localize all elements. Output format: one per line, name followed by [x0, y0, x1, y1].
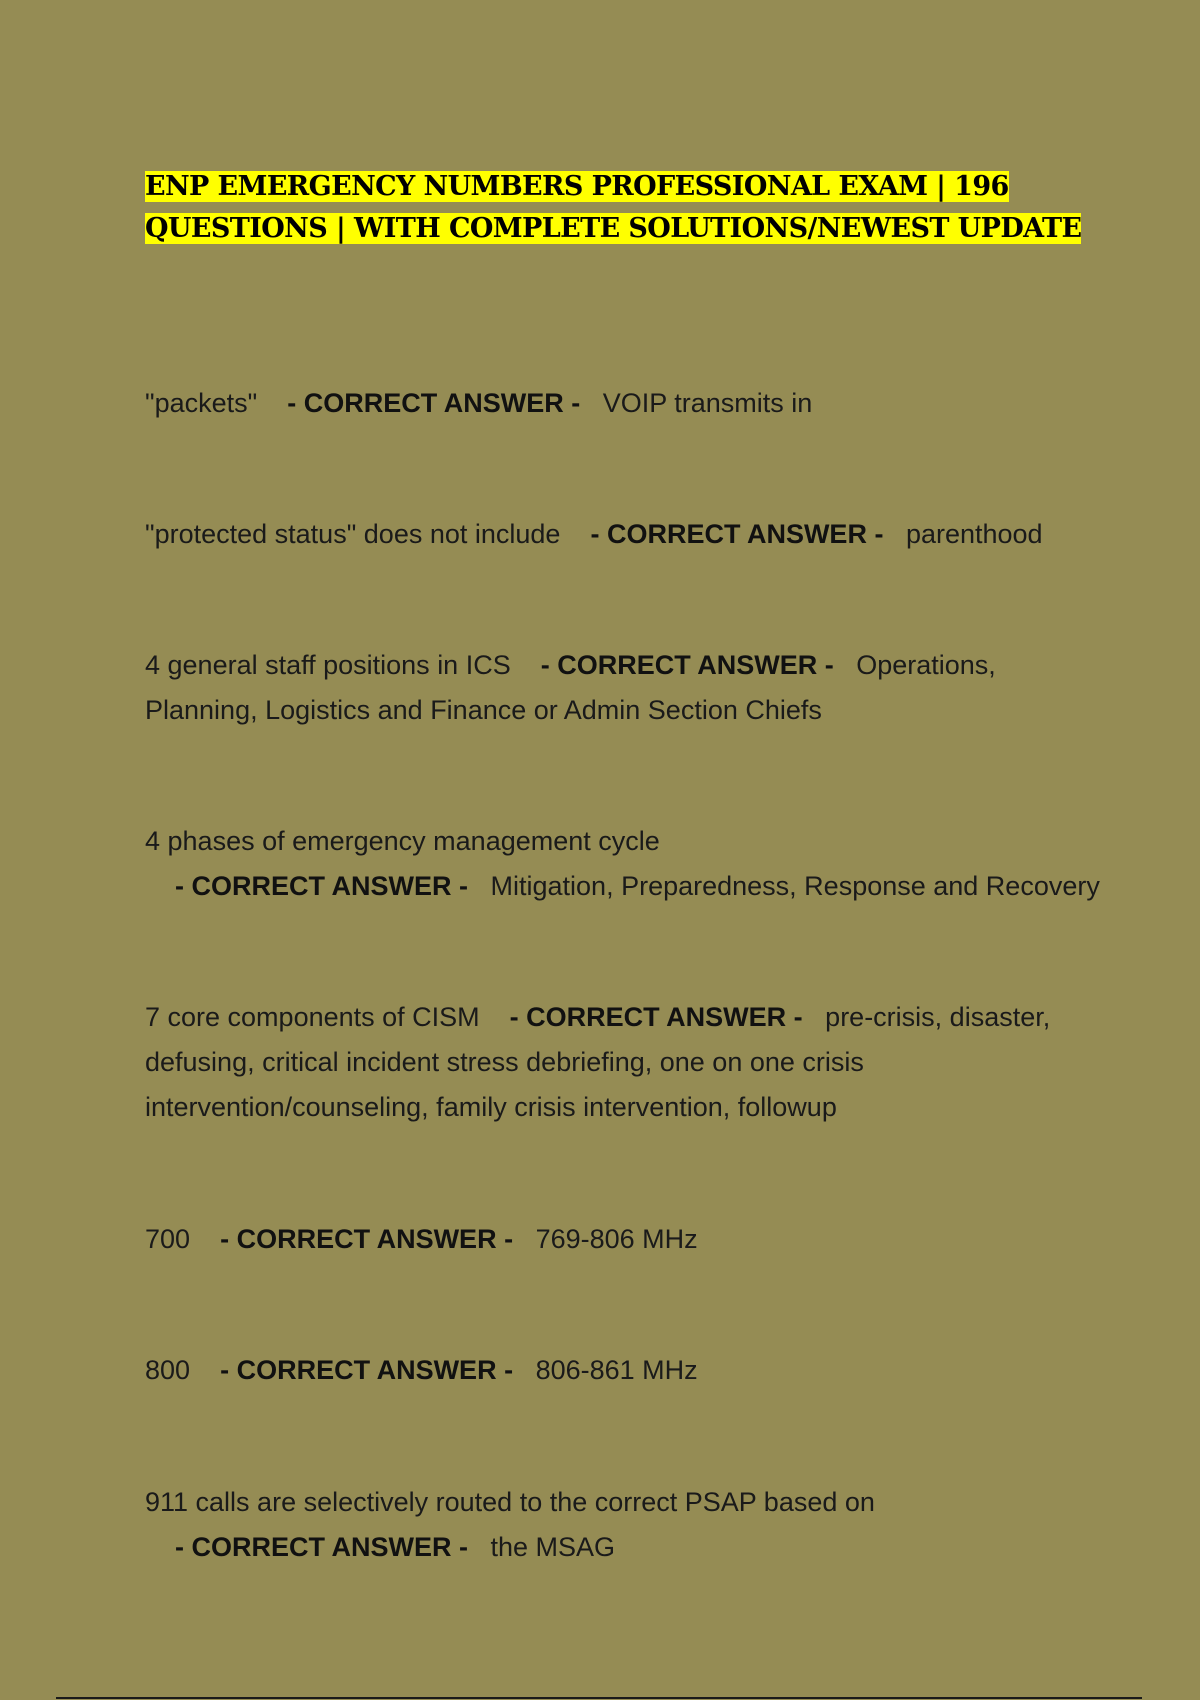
answer-text: Mitigation, Preparedness, Response and Recovery — [490, 871, 1100, 901]
qa-entry-5 — [145, 995, 1105, 1130]
question-text: 4 general staff positions in ICS — [145, 650, 511, 680]
answer-text: the MSAG — [490, 1532, 616, 1562]
qa-entry-6 — [145, 1217, 1105, 1262]
answer-text: pre-crisis, disaster, defusing, critical incident stress debriefing, one on one crisis intervention/counseling, family crisis intervention, followup — [145, 1002, 1051, 1122]
correct-answer-separator: - CORRECT ANSWER - — [220, 1224, 514, 1254]
qa-entry-7 — [145, 1348, 1105, 1393]
answer-text: parenthood — [905, 519, 1043, 549]
answer-text: 769-806 MHz — [535, 1224, 698, 1254]
correct-answer-separator: - CORRECT ANSWER - — [287, 388, 581, 418]
correct-answer-separator: - CORRECT ANSWER - — [175, 871, 468, 901]
correct-answer-separator: - CORRECT ANSWER - — [509, 1002, 803, 1032]
question-text: "packets" — [145, 388, 258, 418]
answer-text: Operations, Planning, Logistics and Finance or Admin Section Chiefs — [145, 650, 996, 725]
answer-text: 806-861 MHz — [535, 1355, 698, 1385]
title-line-1: ENP EMERGENCY NUMBERS PROFESSIONAL EXAM | 196 — [145, 171, 1009, 202]
question-text: 700 — [145, 1224, 191, 1254]
answer-text: VOIP transmits in — [602, 388, 813, 418]
qa-entry-8 — [145, 1480, 1105, 1570]
correct-answer-separator: - CORRECT ANSWER - — [175, 1532, 468, 1562]
question-text: 800 — [145, 1355, 191, 1385]
footer-divider — [56, 1697, 1142, 1699]
question-text: 911 calls are selectively routed to the correct PSAP based on — [145, 1487, 875, 1517]
question-text: "protected status" does not include — [145, 519, 561, 549]
qa-entry-3 — [145, 643, 1105, 733]
correct-answer-separator: - CORRECT ANSWER - — [220, 1355, 514, 1385]
question-text: 7 core components of CISM — [145, 1002, 480, 1032]
question-text: 4 phases of emergency management cycle — [145, 826, 660, 856]
qa-entry-4 — [145, 819, 1105, 909]
qa-entry-2 — [145, 512, 1105, 557]
qa-entry-1 — [145, 381, 1105, 426]
document-title — [145, 166, 1105, 250]
correct-answer-separator: - CORRECT ANSWER - — [590, 519, 884, 549]
correct-answer-separator: - CORRECT ANSWER - — [540, 650, 834, 680]
title-line-2: QUESTIONS | WITH COMPLETE SOLUTIONS/NEWEST UPDATE — [145, 213, 1082, 244]
